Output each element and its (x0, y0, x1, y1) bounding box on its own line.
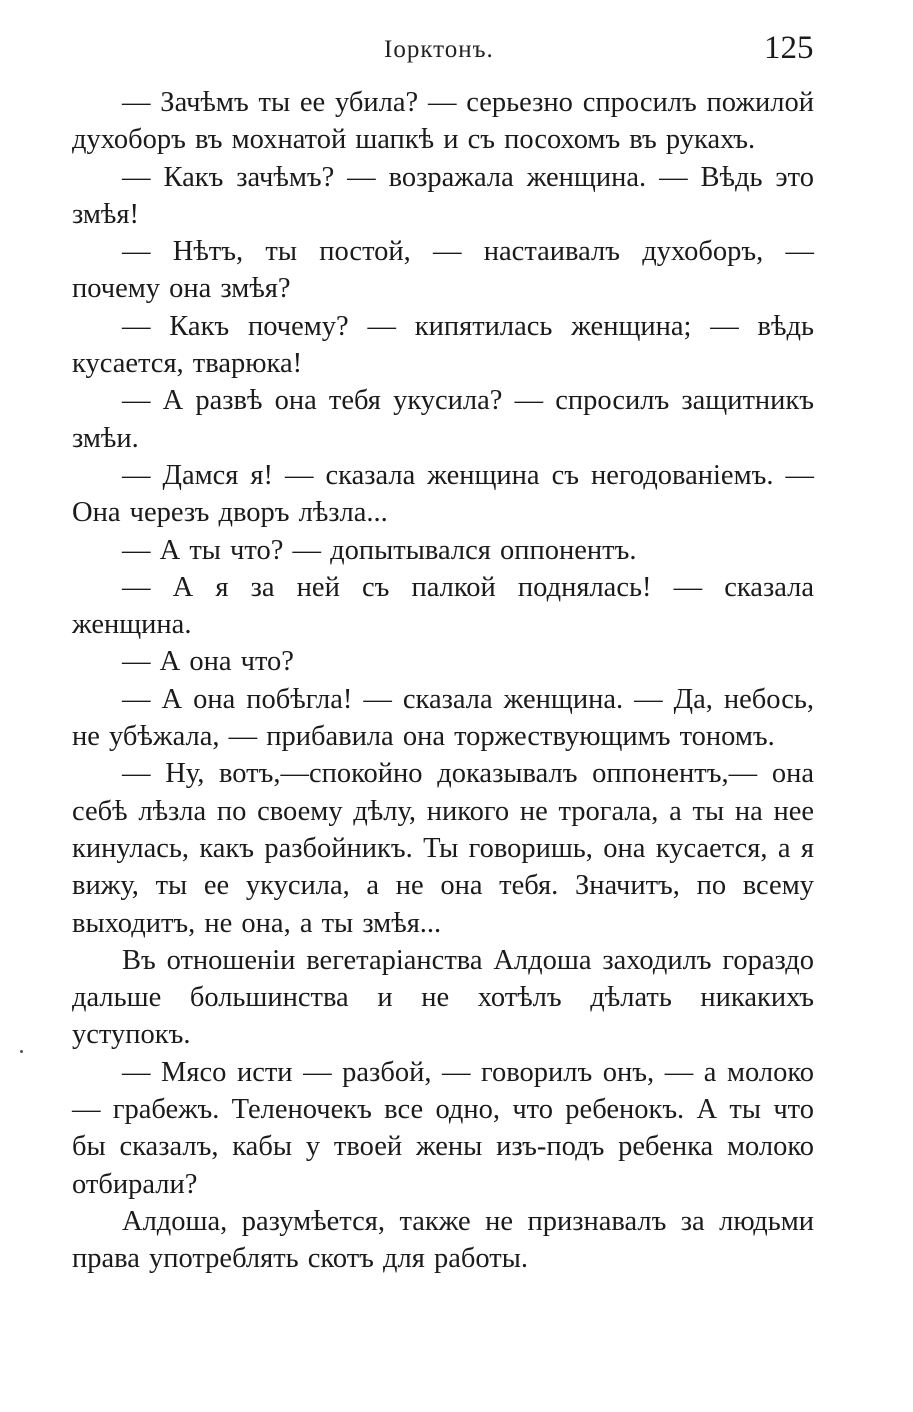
body-text (72, 84, 814, 1278)
paragraph: — А я за ней съ палкой поднялась! — сказала женщина. (72, 571, 814, 641)
running-title: Іорктонъ. (384, 36, 494, 63)
paragraph: — Ну, вотъ,—спокойно доказывалъ оппонентъ,— она себѣ лѣзла по своему дѣлу, никого не трогала, а ты на нее кинулась, какъ разбойникъ. Ты говоришь, она кусается, а я вижу, ты ее укусила, а не она тебя. Значитъ, по всему выходитъ, не она, а ты змѣя... (72, 758, 814, 939)
paragraph: — Какъ зачѣмъ? — возражала женщина. — Вѣдь это змѣя! (72, 161, 814, 230)
page-number: 125 (764, 30, 814, 66)
paragraph: — А она побѣгла! — сказала женщина. — Да, небось, не убѣжала, — прибавила она торжествующимъ тономъ. (72, 683, 814, 753)
paragraph: — А она что? (122, 646, 294, 678)
paragraph: — А развѣ она тебя укусила? — спросилъ защитникъ змѣи. (72, 385, 814, 454)
paragraph: — А ты что? — допытывался оппонентъ. (122, 534, 637, 566)
paragraph: Алдоша, разумѣется, также не признавалъ за людьми права употреблять скотъ для работы. (72, 1205, 814, 1275)
paragraph: — Нѣтъ, ты постой, — настаивалъ духоборъ, — почему она змѣя? (72, 236, 814, 305)
paragraph: Въ отношеніи вегетаріанства Алдоша заходилъ гораздо дальше большинства и не хотѣлъ дѣлать никакихъ уступокъ. (72, 944, 814, 1051)
running-head (0, 30, 913, 70)
paragraph: — Дамся я! — сказала женщина съ негодованіемъ. — Она черезъ дворъ лѣзла... (72, 459, 814, 529)
paragraph: — Зачѣмъ ты ее убила? — серьезно спросилъ пожилой духоборъ въ мохнатой шапкѣ и съ посохомъ въ рукахъ. (72, 87, 814, 156)
paragraph: — Мясо исти — разбой, — говорилъ онъ, — а молоко — грабежъ. Теленочекъ все одно, что ребенокъ. А ты что бы сказалъ, кабы у твоей жены изъ-подъ ребенка молоко отбирали? (72, 1056, 814, 1200)
scan-speck (20, 1050, 23, 1053)
paragraph: — Какъ почему? — кипятилась женщина; — вѣдь кусается, тварюка! (72, 310, 814, 380)
